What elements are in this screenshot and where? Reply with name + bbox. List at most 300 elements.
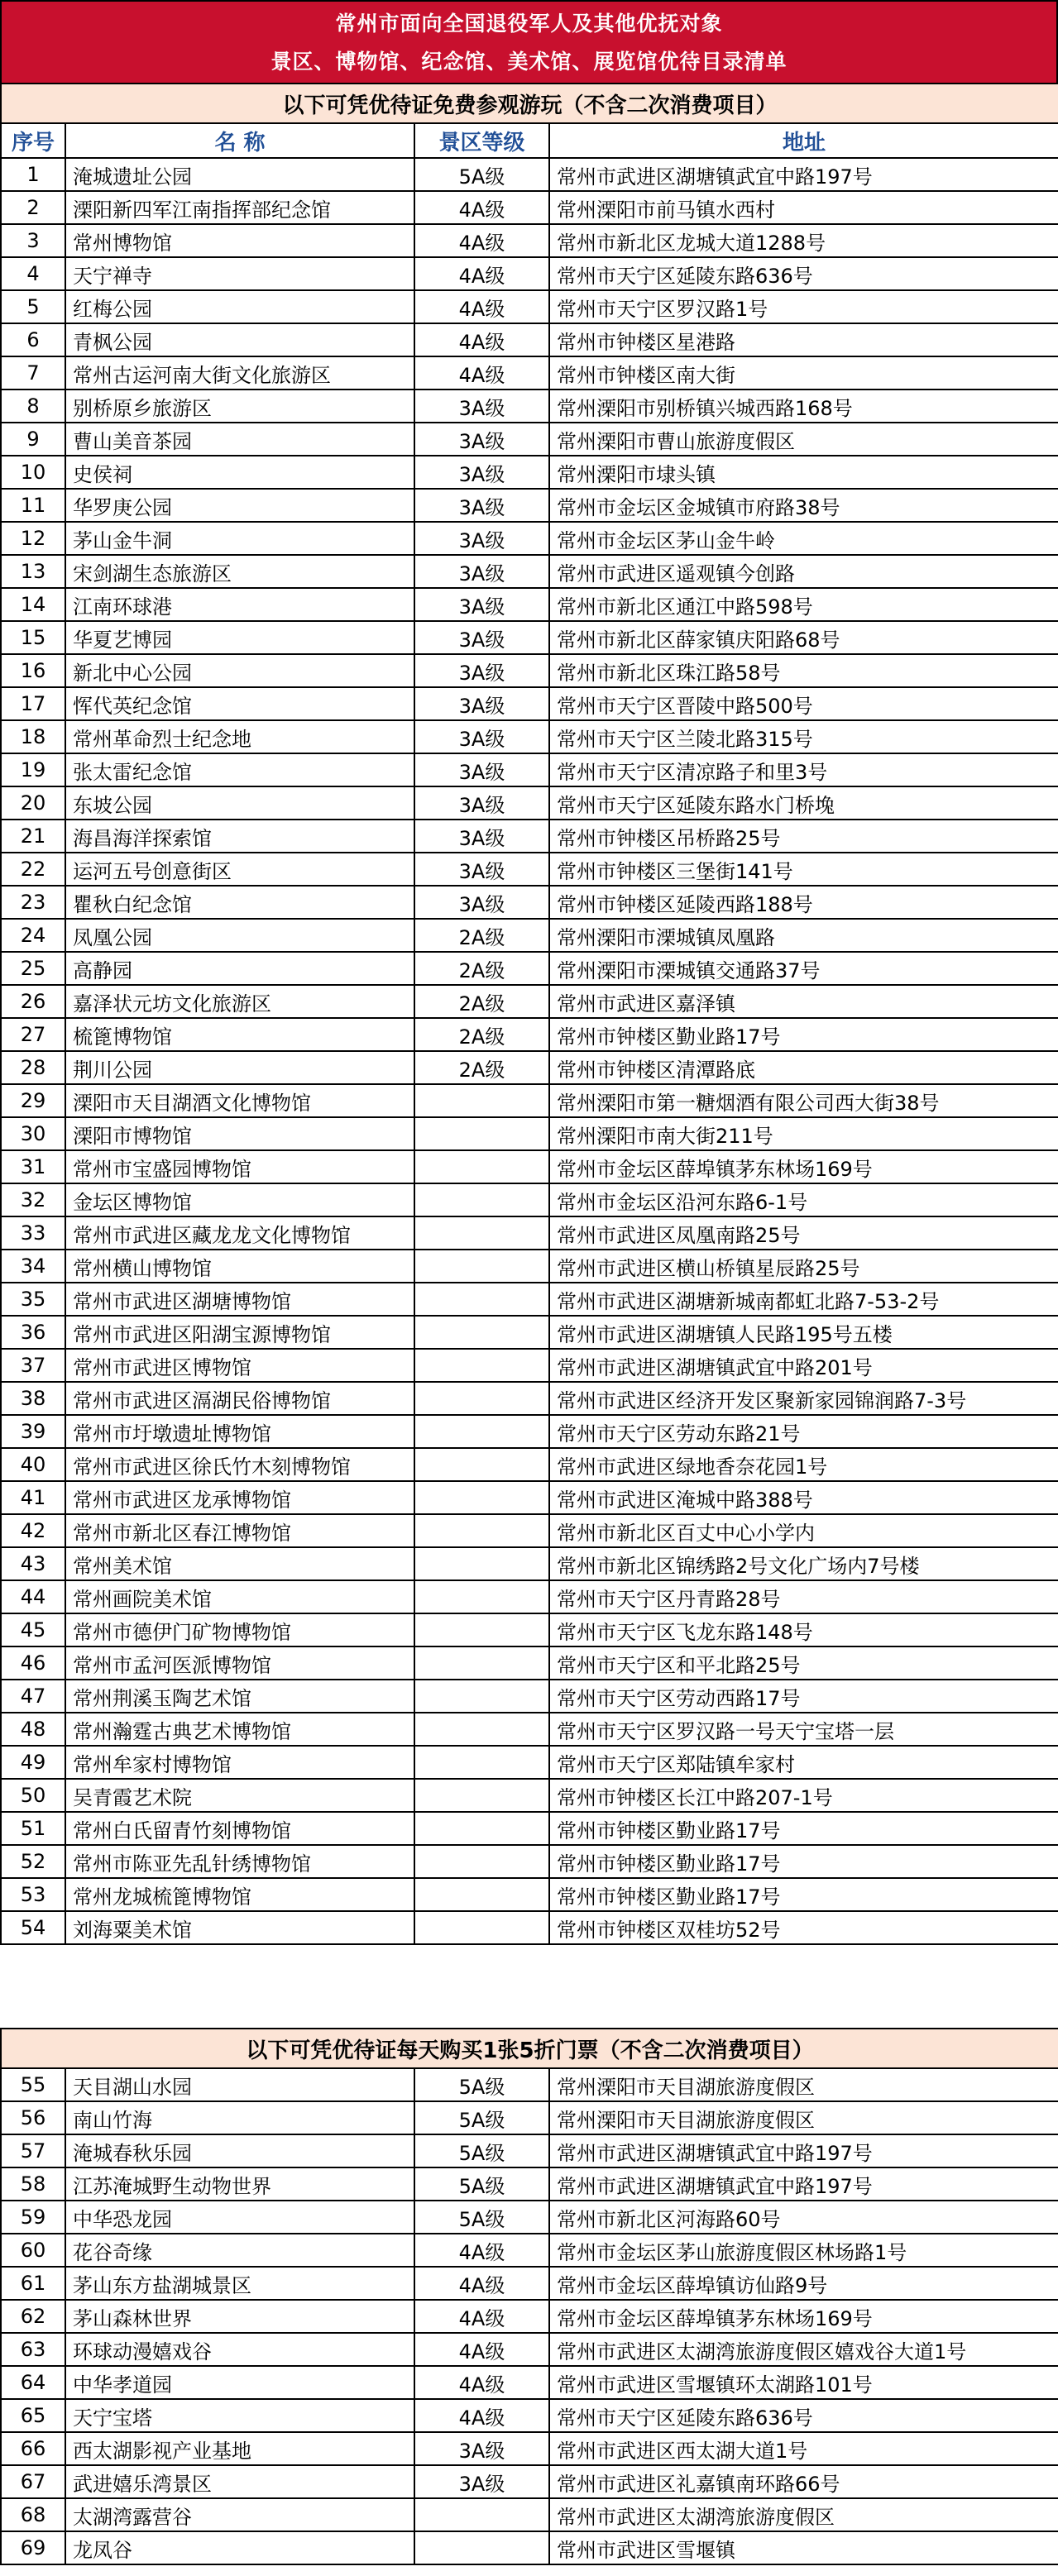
table-row (1, 1481, 1058, 1514)
table-row (1, 290, 1058, 323)
table-row (1, 1878, 1058, 1911)
cell-grade: 3A级 (414, 423, 549, 456)
cell-address: 常州市武进区横山桥镇星辰路25号 (549, 1250, 1058, 1283)
table-row (1, 1283, 1058, 1316)
cell-address: 常州市钟楼区勤业路17号 (549, 1812, 1058, 1845)
cell-number: 57 (1, 2134, 65, 2167)
title-banner (0, 0, 1058, 83)
table-row (1, 853, 1058, 886)
cell-name: 常州美术馆 (65, 1547, 414, 1580)
table-row (1, 621, 1058, 654)
table-row (1, 423, 1058, 456)
cell-address: 常州市新北区薛家镇庆阳路68号 (549, 621, 1058, 654)
cell-number: 63 (1, 2333, 65, 2366)
cell-name: 高静园 (65, 952, 414, 985)
cell-name: 张太雷纪念馆 (65, 753, 414, 786)
table-row (1, 1150, 1058, 1183)
cell-name: 常州画院美术馆 (65, 1580, 414, 1613)
cell-grade (414, 1713, 549, 1746)
table-row (1, 820, 1058, 853)
cell-grade: 4A级 (414, 2300, 549, 2333)
table-row (1, 2134, 1058, 2167)
cell-grade: 3A级 (414, 522, 549, 555)
cell-name: 常州市武进区湖塘博物馆 (65, 1283, 414, 1316)
cell-grade (414, 2531, 549, 2564)
cell-number: 23 (1, 886, 65, 919)
cell-name: 东坡公园 (65, 786, 414, 820)
cell-address: 常州溧阳市埭头镇 (549, 456, 1058, 489)
cell-address: 常州市金坛区薛埠镇茅东林场169号 (549, 2300, 1058, 2333)
cell-name: 淹城遗址公园 (65, 158, 414, 191)
cell-name: 别桥原乡旅游区 (65, 390, 414, 423)
section-heading-free (1, 84, 1058, 123)
cell-grade: 3A级 (414, 654, 549, 687)
cell-number: 17 (1, 687, 65, 720)
cell-number: 10 (1, 456, 65, 489)
cell-number: 14 (1, 588, 65, 621)
cell-name: 常州龙城梳篦博物馆 (65, 1878, 414, 1911)
table-row (1, 323, 1058, 356)
cell-number: 33 (1, 1216, 65, 1250)
column-header-no: 序号 (1, 123, 65, 158)
cell-address: 常州市武进区湖塘镇武宜中路201号 (549, 1349, 1058, 1382)
cell-address: 常州市武进区湖塘镇武宜中路197号 (549, 2167, 1058, 2201)
cell-number: 50 (1, 1779, 65, 1812)
table-row (1, 886, 1058, 919)
cell-name: 溧阳市天目湖酒文化博物馆 (65, 1084, 414, 1117)
table-row (1, 2432, 1058, 2465)
cell-grade (414, 1779, 549, 1812)
cell-name: 江苏淹城野生动物世界 (65, 2167, 414, 2201)
cell-address: 常州市天宁区丹青路28号 (549, 1580, 1058, 1613)
cell-name: 常州市武进区藏龙龙文化博物馆 (65, 1216, 414, 1250)
cell-grade: 5A级 (414, 2101, 549, 2134)
cell-name: 常州市武进区博物馆 (65, 1349, 414, 1382)
table-row (1, 1216, 1058, 1250)
cell-grade: 4A级 (414, 191, 549, 224)
table-row (1, 1382, 1058, 1415)
cell-grade: 3A级 (414, 2432, 549, 2465)
table-row (1, 1250, 1058, 1283)
cell-address: 常州市天宁区罗汉路一号天宁宝塔一层 (549, 1713, 1058, 1746)
cell-number: 7 (1, 356, 65, 390)
cell-grade: 3A级 (414, 489, 549, 522)
table-row (1, 1613, 1058, 1646)
table-row (1, 522, 1058, 555)
table-row (1, 1084, 1058, 1117)
cell-grade: 2A级 (414, 1018, 549, 1051)
cell-number: 48 (1, 1713, 65, 1746)
table-row (1, 1845, 1058, 1878)
cell-grade (414, 1580, 549, 1613)
cell-address: 常州市武进区湖塘镇武宜中路197号 (549, 158, 1058, 191)
cell-name: 青枫公园 (65, 323, 414, 356)
cell-grade (414, 1216, 549, 1250)
table-row (1, 2068, 1058, 2101)
cell-address: 常州市天宁区劳动东路21号 (549, 1415, 1058, 1448)
cell-grade: 4A级 (414, 2234, 549, 2267)
cell-grade: 4A级 (414, 257, 549, 290)
cell-number: 55 (1, 2068, 65, 2101)
cell-name: 常州市德伊门矿物博物馆 (65, 1613, 414, 1646)
cell-grade (414, 1415, 549, 1448)
cell-name: 中华恐龙园 (65, 2201, 414, 2234)
cell-address: 常州市钟楼区吊桥路25号 (549, 820, 1058, 853)
cell-number: 60 (1, 2234, 65, 2267)
table-row (1, 1713, 1058, 1746)
cell-address: 常州市武进区凤凰南路25号 (549, 1216, 1058, 1250)
cell-name: 天目湖山水园 (65, 2068, 414, 2101)
cell-number: 9 (1, 423, 65, 456)
cell-grade: 4A级 (414, 2267, 549, 2300)
cell-grade: 3A级 (414, 456, 549, 489)
cell-number: 29 (1, 1084, 65, 1117)
cell-number: 38 (1, 1382, 65, 1415)
cell-number: 53 (1, 1878, 65, 1911)
cell-name: 金坛区博物馆 (65, 1183, 414, 1216)
cell-address: 常州市武进区雪堰镇环太湖路101号 (549, 2366, 1058, 2399)
cell-name: 天宁禅寺 (65, 257, 414, 290)
table-row (1, 555, 1058, 588)
cell-name: 常州瀚霆古典艺术博物馆 (65, 1713, 414, 1746)
cell-address: 常州市金坛区金城镇市府路38号 (549, 489, 1058, 522)
cell-address: 常州溧阳市第一糖烟酒有限公司西大街38号 (549, 1084, 1058, 1117)
cell-number: 47 (1, 1680, 65, 1713)
cell-grade: 3A级 (414, 753, 549, 786)
cell-number: 8 (1, 390, 65, 423)
cell-address: 常州市金坛区沿河东路6-1号 (549, 1183, 1058, 1216)
cell-address: 常州市钟楼区双桂坊52号 (549, 1911, 1058, 1944)
cell-name: 常州牟家村博物馆 (65, 1746, 414, 1779)
cell-address: 常州市武进区遥观镇今创路 (549, 555, 1058, 588)
cell-number: 68 (1, 2498, 65, 2531)
cell-grade (414, 1878, 549, 1911)
table-row (1, 1911, 1058, 1944)
cell-number: 61 (1, 2267, 65, 2300)
cell-grade (414, 1250, 549, 1283)
cell-name: 环球动漫嬉戏谷 (65, 2333, 414, 2366)
cell-number: 13 (1, 555, 65, 588)
cell-number: 37 (1, 1349, 65, 1382)
cell-number: 3 (1, 224, 65, 257)
table-row (1, 2101, 1058, 2134)
cell-address: 常州溧阳市天目湖旅游度假区 (549, 2101, 1058, 2134)
cell-name: 宋剑湖生态旅游区 (65, 555, 414, 588)
cell-number: 25 (1, 952, 65, 985)
cell-number: 54 (1, 1911, 65, 1944)
table-row (1, 1646, 1058, 1680)
cell-name: 常州横山博物馆 (65, 1250, 414, 1283)
cell-name: 溧阳新四军江南指挥部纪念馆 (65, 191, 414, 224)
cell-name: 太湖湾露营谷 (65, 2498, 414, 2531)
cell-name: 武进嬉乐湾景区 (65, 2465, 414, 2498)
cell-name: 茅山金牛洞 (65, 522, 414, 555)
cell-name: 中华孝道园 (65, 2366, 414, 2399)
cell-grade: 3A级 (414, 720, 549, 753)
cell-name: 常州市新北区春江博物馆 (65, 1514, 414, 1547)
cell-name: 常州市宝盛园博物馆 (65, 1150, 414, 1183)
cell-name: 刘海粟美术馆 (65, 1911, 414, 1944)
cell-number: 62 (1, 2300, 65, 2333)
cell-grade: 2A级 (414, 919, 549, 952)
cell-name: 华罗庚公园 (65, 489, 414, 522)
table-row (1, 1547, 1058, 1580)
cell-address: 常州市天宁区飞龙东路148号 (549, 1613, 1058, 1646)
table-row (1, 2234, 1058, 2267)
table-row (1, 1448, 1058, 1481)
cell-address: 常州市新北区锦绣路2号文化广场内7号楼 (549, 1547, 1058, 1580)
cell-name: 西太湖影视产业基地 (65, 2432, 414, 2465)
cell-name: 常州市武进区徐氏竹木刻博物馆 (65, 1448, 414, 1481)
table-row (1, 489, 1058, 522)
cell-name: 溧阳市博物馆 (65, 1117, 414, 1150)
cell-number: 4 (1, 257, 65, 290)
cell-name: 常州市孟河医派博物馆 (65, 1646, 414, 1680)
cell-name: 天宁宝塔 (65, 2399, 414, 2432)
cell-name: 新北中心公园 (65, 654, 414, 687)
cell-number: 35 (1, 1283, 65, 1316)
cell-address: 常州市武进区淹城中路388号 (549, 1481, 1058, 1514)
table-row (1, 158, 1058, 191)
title-line-2: 景区、博物馆、纪念馆、美术馆、展览馆优待目录清单 (270, 50, 788, 74)
cell-number: 32 (1, 1183, 65, 1216)
cell-grade: 3A级 (414, 853, 549, 886)
table-row (1, 356, 1058, 390)
cell-number: 24 (1, 919, 65, 952)
cell-address: 常州溧阳市曹山旅游度假区 (549, 423, 1058, 456)
table-row (1, 1746, 1058, 1779)
cell-number: 15 (1, 621, 65, 654)
cell-number: 1 (1, 158, 65, 191)
cell-address: 常州市新北区通江中路598号 (549, 588, 1058, 621)
cell-name: 龙凤谷 (65, 2531, 414, 2564)
cell-address: 常州市钟楼区勤业路17号 (549, 1018, 1058, 1051)
cell-grade (414, 1448, 549, 1481)
cell-address: 常州市钟楼区星港路 (549, 323, 1058, 356)
cell-grade: 4A级 (414, 323, 549, 356)
cell-number: 22 (1, 853, 65, 886)
cell-address: 常州市新北区珠江路58号 (549, 654, 1058, 687)
free-entry-table (0, 83, 1058, 1945)
table-row (1, 2498, 1058, 2531)
cell-number: 12 (1, 522, 65, 555)
table-row (1, 2167, 1058, 2201)
cell-address: 常州市武进区西太湖大道1号 (549, 2432, 1058, 2465)
table-row (1, 654, 1058, 687)
cell-name: 荆川公园 (65, 1051, 414, 1084)
cell-name: 常州博物馆 (65, 224, 414, 257)
cell-number: 41 (1, 1481, 65, 1514)
cell-number: 66 (1, 2432, 65, 2465)
cell-number: 40 (1, 1448, 65, 1481)
cell-number: 6 (1, 323, 65, 356)
table-row (1, 2267, 1058, 2300)
cell-address: 常州溧阳市溧城镇交通路37号 (549, 952, 1058, 985)
cell-grade (414, 1382, 549, 1415)
cell-grade: 5A级 (414, 158, 549, 191)
cell-grade: 3A级 (414, 820, 549, 853)
cell-grade (414, 1845, 549, 1878)
cell-address: 常州市金坛区茅山旅游度假区林场路1号 (549, 2234, 1058, 2267)
cell-address: 常州市天宁区清凉路子和里3号 (549, 753, 1058, 786)
cell-number: 64 (1, 2366, 65, 2399)
cell-number: 49 (1, 1746, 65, 1779)
cell-address: 常州市武进区湖塘镇武宜中路197号 (549, 2134, 1058, 2167)
cell-name: 常州白氏留青竹刻博物馆 (65, 1812, 414, 1845)
table-row (1, 224, 1058, 257)
cell-number: 30 (1, 1117, 65, 1150)
cell-number: 67 (1, 2465, 65, 2498)
cell-address: 常州市天宁区劳动西路17号 (549, 1680, 1058, 1713)
cell-grade: 3A级 (414, 687, 549, 720)
table-row (1, 1812, 1058, 1845)
table-row (1, 720, 1058, 753)
column-header-grade: 景区等级 (414, 123, 549, 158)
cell-address: 常州市武进区绿地香奈花园1号 (549, 1448, 1058, 1481)
cell-grade (414, 2498, 549, 2531)
cell-grade (414, 1150, 549, 1183)
table-row (1, 1514, 1058, 1547)
cell-grade: 4A级 (414, 2399, 549, 2432)
cell-name: 江南环球港 (65, 588, 414, 621)
column-header-address: 地址 (549, 123, 1058, 158)
cell-number: 16 (1, 654, 65, 687)
cell-address: 常州市钟楼区南大街 (549, 356, 1058, 390)
cell-grade: 3A级 (414, 886, 549, 919)
cell-name: 南山竹海 (65, 2101, 414, 2134)
cell-name: 淹城春秋乐园 (65, 2134, 414, 2167)
table-row (1, 1779, 1058, 1812)
cell-grade: 2A级 (414, 1051, 549, 1084)
cell-address: 常州市钟楼区勤业路17号 (549, 1878, 1058, 1911)
table-row (1, 2531, 1058, 2564)
cell-name: 运河五号创意街区 (65, 853, 414, 886)
cell-name: 常州市圩墩遗址博物馆 (65, 1415, 414, 1448)
section-heading-half-price (1, 2029, 1058, 2068)
cell-name: 曹山美音茶园 (65, 423, 414, 456)
table-row (1, 753, 1058, 786)
table-row (1, 1183, 1058, 1216)
cell-name: 红梅公园 (65, 290, 414, 323)
cell-grade: 3A级 (414, 588, 549, 621)
cell-number: 27 (1, 1018, 65, 1051)
cell-number: 39 (1, 1415, 65, 1448)
cell-address: 常州市金坛区薛埠镇访仙路9号 (549, 2267, 1058, 2300)
cell-grade: 3A级 (414, 2465, 549, 2498)
cell-number: 52 (1, 1845, 65, 1878)
cell-grade (414, 1514, 549, 1547)
cell-grade (414, 1183, 549, 1216)
cell-grade: 5A级 (414, 2134, 549, 2167)
cell-address: 常州溧阳市前马镇水西村 (549, 191, 1058, 224)
cell-address: 常州市金坛区茅山金牛岭 (549, 522, 1058, 555)
cell-name: 常州革命烈士纪念地 (65, 720, 414, 753)
cell-number: 26 (1, 985, 65, 1018)
cell-name: 常州市武进区滆湖民俗博物馆 (65, 1382, 414, 1415)
cell-grade: 4A级 (414, 224, 549, 257)
cell-number: 58 (1, 2167, 65, 2201)
cell-grade: 5A级 (414, 2201, 549, 2234)
table-row (1, 786, 1058, 820)
cell-number: 36 (1, 1316, 65, 1349)
table-row (1, 2300, 1058, 2333)
cell-address: 常州市武进区礼嘉镇南环路66号 (549, 2465, 1058, 2498)
table-row (1, 687, 1058, 720)
cell-number: 46 (1, 1646, 65, 1680)
cell-grade: 2A级 (414, 952, 549, 985)
table-row (1, 257, 1058, 290)
cell-name: 花谷奇缘 (65, 2234, 414, 2267)
cell-grade (414, 1283, 549, 1316)
cell-name: 常州荆溪玉陶艺术馆 (65, 1680, 414, 1713)
cell-address: 常州市武进区湖塘新城南都虹北路7-53-2号 (549, 1283, 1058, 1316)
cell-address: 常州市天宁区延陵东路水门桥堍 (549, 786, 1058, 820)
table-row (1, 1316, 1058, 1349)
cell-address: 常州市天宁区晋陵中路500号 (549, 687, 1058, 720)
column-header-name: 名 称 (65, 123, 414, 158)
table-row (1, 1051, 1058, 1084)
cell-name: 史侯祠 (65, 456, 414, 489)
cell-grade (414, 1084, 549, 1117)
cell-address: 常州溧阳市南大街211号 (549, 1117, 1058, 1150)
cell-name: 海昌海洋探索馆 (65, 820, 414, 853)
cell-number: 21 (1, 820, 65, 853)
cell-number: 20 (1, 786, 65, 820)
table-row (1, 919, 1058, 952)
cell-grade: 5A级 (414, 2068, 549, 2101)
cell-name: 华夏艺博园 (65, 621, 414, 654)
cell-number: 59 (1, 2201, 65, 2234)
cell-address: 常州市武进区经济开发区聚新家园锦润路7-3号 (549, 1382, 1058, 1415)
table-row (1, 390, 1058, 423)
table-row (1, 985, 1058, 1018)
cell-name: 凤凰公园 (65, 919, 414, 952)
cell-name: 常州古运河南大街文化旅游区 (65, 356, 414, 390)
table-row (1, 456, 1058, 489)
cell-number: 34 (1, 1250, 65, 1283)
cell-name: 常州市陈亚先乱针绣博物馆 (65, 1845, 414, 1878)
cell-grade: 3A级 (414, 390, 549, 423)
cell-grade: 2A级 (414, 985, 549, 1018)
table-row (1, 1415, 1058, 1448)
cell-grade (414, 1481, 549, 1514)
cell-number: 51 (1, 1812, 65, 1845)
cell-name: 瞿秋白纪念馆 (65, 886, 414, 919)
cell-address: 常州市新北区河海路60号 (549, 2201, 1058, 2234)
cell-grade: 3A级 (414, 621, 549, 654)
cell-grade (414, 1613, 549, 1646)
cell-name: 茅山东方盐湖城景区 (65, 2267, 414, 2300)
table-row (1, 1680, 1058, 1713)
column-header-row (1, 123, 1058, 158)
cell-address: 常州溧阳市别桥镇兴城西路168号 (549, 390, 1058, 423)
cell-name: 常州市武进区阳湖宝源博物馆 (65, 1316, 414, 1349)
cell-number: 42 (1, 1514, 65, 1547)
cell-number: 11 (1, 489, 65, 522)
table-row (1, 1349, 1058, 1382)
table-row (1, 191, 1058, 224)
cell-number: 5 (1, 290, 65, 323)
cell-address: 常州市天宁区兰陵北路315号 (549, 720, 1058, 753)
cell-grade: 3A级 (414, 786, 549, 820)
cell-grade: 3A级 (414, 555, 549, 588)
cell-address: 常州市天宁区和平北路25号 (549, 1646, 1058, 1680)
cell-number: 19 (1, 753, 65, 786)
cell-grade (414, 1746, 549, 1779)
cell-address: 常州市钟楼区长江中路207-1号 (549, 1779, 1058, 1812)
cell-grade (414, 1680, 549, 1713)
cell-address: 常州市钟楼区三堡街141号 (549, 853, 1058, 886)
